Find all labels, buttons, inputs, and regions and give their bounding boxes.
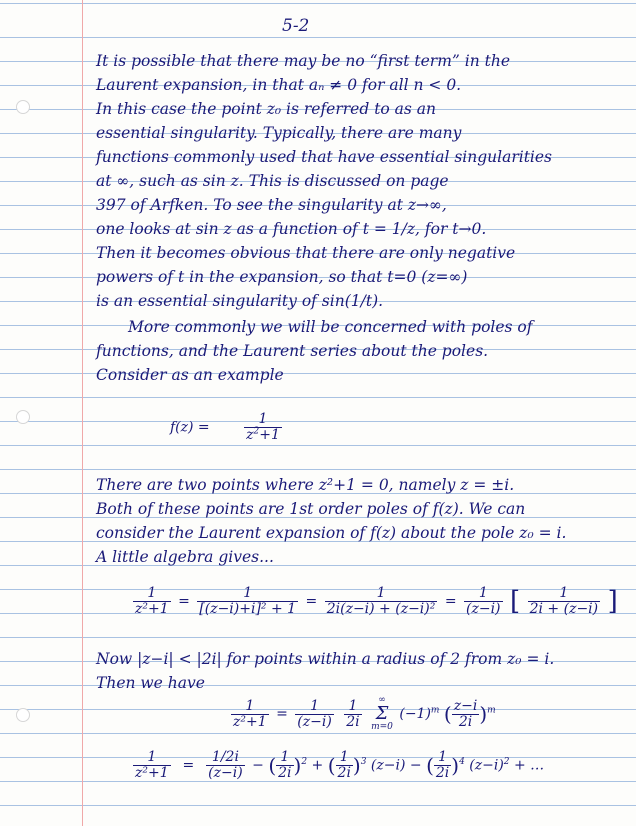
equation-algebra: $\frac{1}{\text{z²+1}}$ = $\frac{1}{\text{[(z−i)+i]² + 1}}$ = $\frac{1}{\text{2i(z−i) + (z−i)²}}$ = $\frac{1}{(z-i)}$ [ $\frac{1}{2i + (z-i)}$ ] bbox=[135, 585, 618, 617]
text-line: There are two points where z²+1 = 0, namely z = ±i. bbox=[96, 476, 515, 494]
text-line: More commonly we will be concerned with poles of bbox=[128, 318, 533, 336]
fraction: $\frac{1}{2i}$ bbox=[346, 697, 360, 730]
text-line: consider the Laurent expansion of f(z) about the pole z₀ = i. bbox=[96, 524, 567, 542]
fraction: $\frac{1}{\text{z²+1}}$ bbox=[233, 697, 267, 730]
fraction: $\frac{1}{(z-i)}$ bbox=[297, 697, 332, 730]
text-line: functions, and the Laurent series about the poles. bbox=[96, 342, 489, 360]
text-line: Laurent expansion, in that aₙ ≠ 0 for all n < 0. bbox=[96, 76, 462, 94]
fraction: $\frac{1}{\text{[(z−i)+i]² + 1}}$ bbox=[199, 585, 297, 617]
text-line: Now |z−i| < |2i| for points within a radius of 2 from z₀ = i. bbox=[96, 650, 555, 668]
text-line: In this case the point z₀ is referred to as an bbox=[96, 100, 437, 118]
summation: ∞ Σ m=0 bbox=[371, 695, 393, 732]
page-number: 5-2 bbox=[282, 16, 310, 36]
binder-hole bbox=[16, 100, 30, 114]
text-line: Consider as an example bbox=[96, 366, 284, 384]
text-line: essential singularity. Typically, there are many bbox=[96, 124, 462, 142]
binder-hole bbox=[16, 708, 30, 722]
text-line: functions commonly used that have essential singularities bbox=[96, 148, 553, 166]
text-line: at ∞, such as sin z. This is discussed on page bbox=[96, 172, 449, 190]
equation-series: $\frac{1}{\text{z²+1}}$ = $\frac{1}{(z-i)}$ $\frac{1}{2i}$ ∞ Σ m=0 $(-1)^m$ ( $\frac{z-i}{2i}$ )$^m$ bbox=[233, 695, 496, 732]
text-line: one looks at sin z as a function of t = 1/z, for t→0. bbox=[96, 220, 487, 238]
text-line: Then it becomes obvious that there are only negative bbox=[96, 244, 516, 262]
binder-hole bbox=[16, 410, 30, 424]
fraction: $\frac{1}{2i}$ bbox=[435, 749, 450, 781]
text-line: Both of these points are 1st order poles of f(z). We can bbox=[96, 500, 526, 518]
fraction: $\frac{1}{(z-i)}$ bbox=[466, 585, 501, 617]
text-line: is an essential singularity of sin(1/t). bbox=[96, 292, 384, 310]
equation-f-of-z: f(z) = $\frac{1}{z^2+1}$ bbox=[170, 411, 280, 443]
fraction: $\frac{1}{2i + (z-i)}$ bbox=[529, 585, 599, 617]
text-line: Then we have bbox=[96, 674, 205, 692]
fraction: $\frac{z-i}{2i}$ bbox=[453, 697, 478, 730]
fraction: $\frac{1/2i}{(z-i)}$ bbox=[208, 749, 243, 781]
fraction: $\frac{1}{z^2+1}$ bbox=[246, 411, 280, 443]
fraction: $\frac{1}{2i}$ bbox=[278, 749, 292, 781]
fraction: $\frac{1}{2i}$ bbox=[337, 749, 351, 781]
fraction: $\frac{1}{\text{2i(z−i) + (z−i)²}}$ bbox=[326, 585, 436, 617]
equation-expansion: $\frac{1}{\text{z²+1}}$ = $\frac{1/2i}{(z-i)}$ − ( $\frac{1}{2i}$ )$^2$ + ( $\frac{1}{2i}$ )$^3$ (z−i) − ( $\frac{1}{2i}$ )$^4$ $(z-i)^2$ + … bbox=[135, 749, 545, 781]
text-line: A little algebra gives... bbox=[96, 548, 274, 566]
text-line: powers of t in the expansion, so that t=0 (z=∞) bbox=[96, 268, 468, 286]
fraction: $\frac{1}{\text{z²+1}}$ bbox=[135, 749, 169, 781]
text-line: 397 of Arfken. To see the singularity at z→∞, bbox=[96, 196, 447, 214]
fraction: $\frac{1}{\text{z²+1}}$ bbox=[135, 585, 169, 617]
text-line: It is possible that there may be no “first term” in the bbox=[96, 52, 510, 70]
